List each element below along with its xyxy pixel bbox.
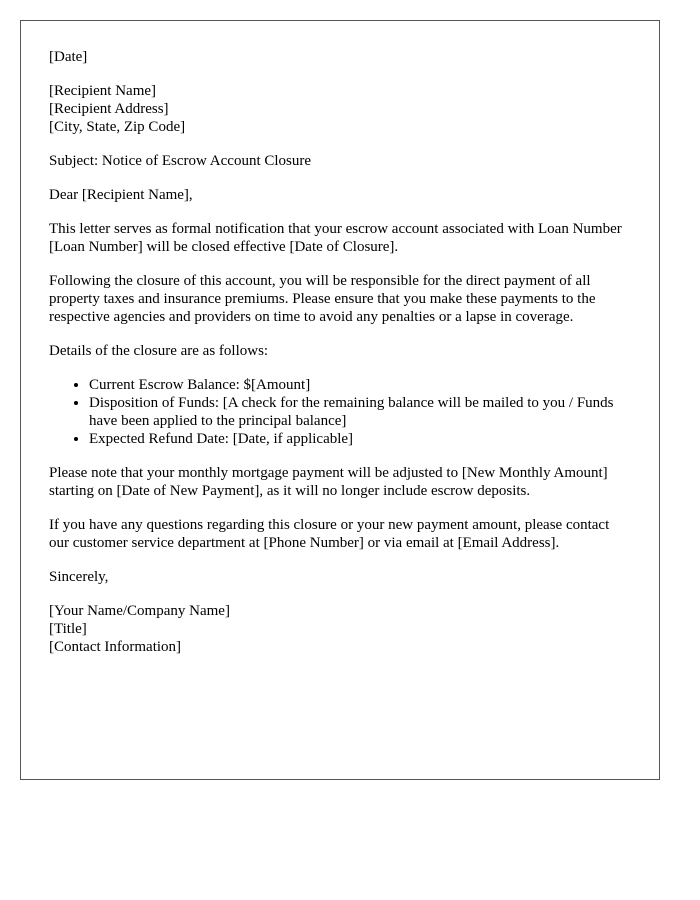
signature-block [49,602,631,656]
letter-page [20,20,660,780]
body-paragraph-contact: If you have any questions regarding this closure or your new payment amount, please contact our customer service department at [Phone Number] or via email at [Email Address]. [49,517,610,551]
details-intro: Details of the closure are as follows: [49,343,269,359]
signature-contact: [Contact Information] [49,639,182,655]
letter-date: [Date] [49,49,88,65]
recipient-block [49,82,631,136]
body-paragraph-responsibility: Following the closure of this account, you will be responsible for the direct payment of all property taxes and insurance premiums. Please ensure that you make these payments to the respective agencies and providers on time to avoid any penalties or a lapse in coverage. [49,273,596,325]
signature-title: [Title] [49,621,87,637]
recipient-name: [Recipient Name] [49,83,157,99]
letter-closing: Sincerely, [49,569,109,585]
details-item-refund-date: • Expected Refund Date: [Date, if applicable] [89,430,631,448]
details-list [49,376,631,448]
letter-subject: Subject: Notice of Escrow Account Closure [49,153,312,169]
details-item-disposition: • Disposition of Funds: [A check for the remaining balance will be mailed to you / Funds have been applied to the principal balance] [89,394,631,430]
body-paragraph-payment-adjustment: Please note that your monthly mortgage payment will be adjusted to [New Monthly Amount] starting on [Date of New Payment], as it will no longer include escrow deposits. [49,465,608,499]
recipient-address: [Recipient Address] [49,101,169,117]
signature-name: [Your Name/Company Name] [49,603,230,619]
recipient-city-state-zip: [City, State, Zip Code] [49,119,186,135]
body-paragraph-notification: This letter serves as formal notification that your escrow account associated with Loan Number [Loan Number] will be closed effective [Date of Closure]. [49,221,622,255]
letter-salutation: Dear [Recipient Name], [49,187,193,203]
details-item-balance: • Current Escrow Balance: $[Amount] [89,376,631,394]
